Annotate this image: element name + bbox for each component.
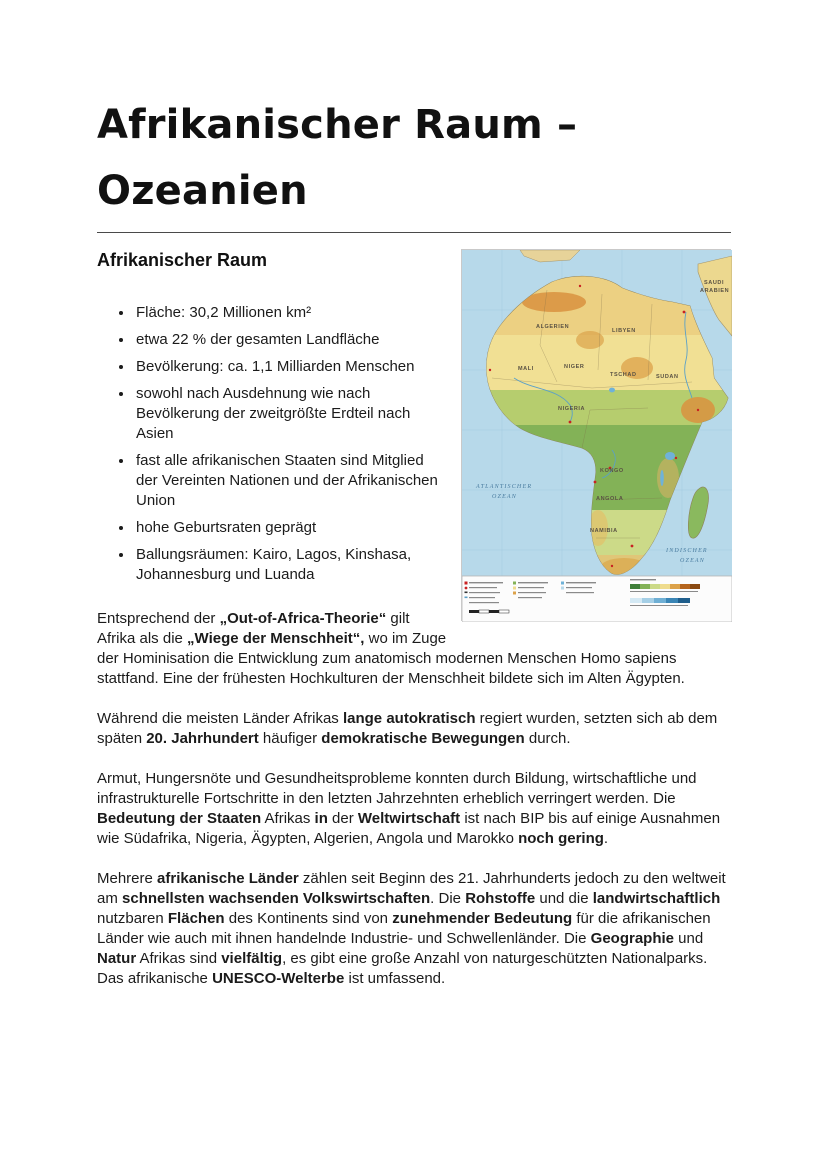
- text-segment: .: [603, 830, 609, 847]
- map-label-niger: NIGER: [564, 364, 585, 370]
- text-segment-bold: vielfältig: [221, 950, 283, 967]
- text-segment: Während die meisten Länder Afrikas: [97, 710, 343, 727]
- map-label-namibia: NAMIBIA: [590, 528, 618, 534]
- text-segment: und: [674, 930, 704, 947]
- map-label-libya: LIBYEN: [612, 328, 636, 334]
- document-body: [97, 249, 731, 989]
- page-title-line1: Afrikanischer Raum –: [97, 102, 578, 148]
- text-segment-bold: schnellsten wachsenden Volkswirtschaften: [122, 890, 431, 907]
- text-segment-bold: UNESCO-Welterbe: [212, 970, 345, 987]
- text-segment-bold: Geographie: [590, 930, 675, 947]
- text-segment: des Kontinents sind von: [224, 910, 393, 927]
- text-segment: gilt Afrika als die: [97, 610, 410, 647]
- map-label-arabien: ARABIEN: [700, 288, 730, 294]
- bullet-item: • Fläche: 30,2 Millionen km²: [134, 303, 731, 323]
- page-title-line2: Ozeanien: [97, 168, 308, 214]
- text-segment-bold: afrikanische Länder: [157, 870, 299, 887]
- africa-map-image: [461, 249, 731, 621]
- text-segment: ist nach BIP bis auf einige Ausnahmen wie Südafrika, Nigeria, Ägypten, Algerien, Angola und Marokko: [97, 810, 721, 847]
- text-segment: regiert wurden, setzten sich ab dem späten: [97, 710, 718, 747]
- text-segment-bold: 20. Jahrhundert: [146, 730, 259, 747]
- text-segment-bold: „Wiege der Menschheit“,: [187, 630, 365, 647]
- map-label-chad: TSCHAD: [610, 372, 637, 378]
- text-segment: zählen seit Beginn des 21. Jahrhunderts jedoch zu den weltweit am: [97, 870, 726, 907]
- map-label-saudi: SAUDI: [704, 280, 725, 286]
- title-rule: [97, 232, 731, 233]
- text-segment-bold: in: [314, 810, 328, 827]
- map-label-algeria: ALGERIEN: [536, 324, 570, 330]
- bullet-item: • hohe Geburtsraten geprägt: [134, 518, 731, 538]
- paragraph: [97, 769, 731, 849]
- text-segment: , es gibt eine große Anzahl von naturgeschützten Nationalparks. Das afrikanische: [97, 950, 708, 987]
- text-segment-bold: zunehmender Bedeutung: [392, 910, 573, 927]
- text-segment: ist umfassend.: [344, 970, 446, 987]
- text-segment: . Die: [430, 890, 466, 907]
- map-label-sudan: SUDAN: [656, 374, 679, 380]
- bullet-item: • Bevölkerung: ca. 1,1 Milliarden Menschen: [134, 357, 731, 377]
- text-segment-bold: „Out-of-Africa-Theorie“: [219, 610, 387, 627]
- section-heading: Afrikanischer Raum: [97, 250, 268, 270]
- text-segment: der: [327, 810, 358, 827]
- map-label-indian1: INDISCHER: [666, 548, 708, 554]
- paragraph-container: [97, 609, 731, 989]
- map-label-kongo: KONGO: [600, 468, 624, 474]
- map-label-atlantic2: OZEAN: [492, 494, 518, 500]
- text-segment-bold: Bedeutung der Staaten: [97, 810, 262, 827]
- paragraph: [97, 869, 731, 989]
- map-label-nigeria: NIGERIA: [558, 406, 586, 412]
- text-segment: und die: [535, 890, 593, 907]
- text-segment-bold: Weltwirtschaft: [357, 810, 461, 827]
- map-label-mali: MALI: [518, 366, 534, 372]
- text-segment-bold: noch gering: [518, 830, 604, 847]
- map-label-angola: ANGOLA: [596, 496, 624, 502]
- page-title: [97, 92, 731, 224]
- map-label-atlantic1: ATLANTISCHER: [476, 484, 533, 490]
- text-segment: für die afrikanischen Länder wie auch mit ihnen handelnde Industrie- und Schwellenländer. Die: [97, 910, 711, 947]
- text-segment: wo im Zuge der Hominisation die Entwicklung zum anatomisch modernen Menschen Homo sapiens stattfand. Eine der frühesten Hochkulturen der Menschheit bildete sich im Alten Ägypten.: [97, 630, 685, 687]
- text-segment-bold: Natur: [97, 950, 137, 967]
- bullet-item: • sowohl nach Ausdehnung wie nach Bevölkerung der zweitgrößte Erdteil nach Asien: [134, 384, 731, 444]
- text-segment: Entsprechend der: [97, 610, 220, 627]
- text-segment-bold: lange autokratisch: [342, 710, 476, 727]
- bullet-item: • Ballungsräumen: Kairo, Lagos, Kinshasa, Johannesburg und Luanda: [134, 545, 731, 585]
- text-segment: Afrikas: [261, 810, 315, 827]
- text-segment-bold: Rohstoffe: [465, 890, 536, 907]
- text-segment: durch.: [524, 730, 571, 747]
- map-legend: [462, 576, 732, 622]
- bullet-item: • fast alle afrikanischen Staaten sind Mitglied der Vereinten Nationen und der Afrikanischen Union: [134, 451, 731, 511]
- text-segment-bold: demokratische Bewegungen: [321, 730, 525, 747]
- text-segment: häufiger: [258, 730, 322, 747]
- text-segment: nutzbaren: [97, 910, 168, 927]
- map-label-indian2: OZEAN: [680, 558, 706, 564]
- text-segment-bold: landwirtschaftlich: [592, 890, 721, 907]
- text-segment: Afrikas sind: [136, 950, 222, 967]
- text-segment: Armut, Hungersnöte und Gesundheitsprobleme konnten durch Bildung, wirtschaftliche und infrastrukturelle Fortschritte in den letzten Jahrzehnten erheblich verringert werden. Die: [97, 770, 697, 807]
- paragraph: [97, 709, 731, 749]
- text-segment: Mehrere: [97, 870, 158, 887]
- bullet-item: • etwa 22 % der gesamten Landfläche: [134, 330, 731, 350]
- text-segment-bold: Flächen: [167, 910, 225, 927]
